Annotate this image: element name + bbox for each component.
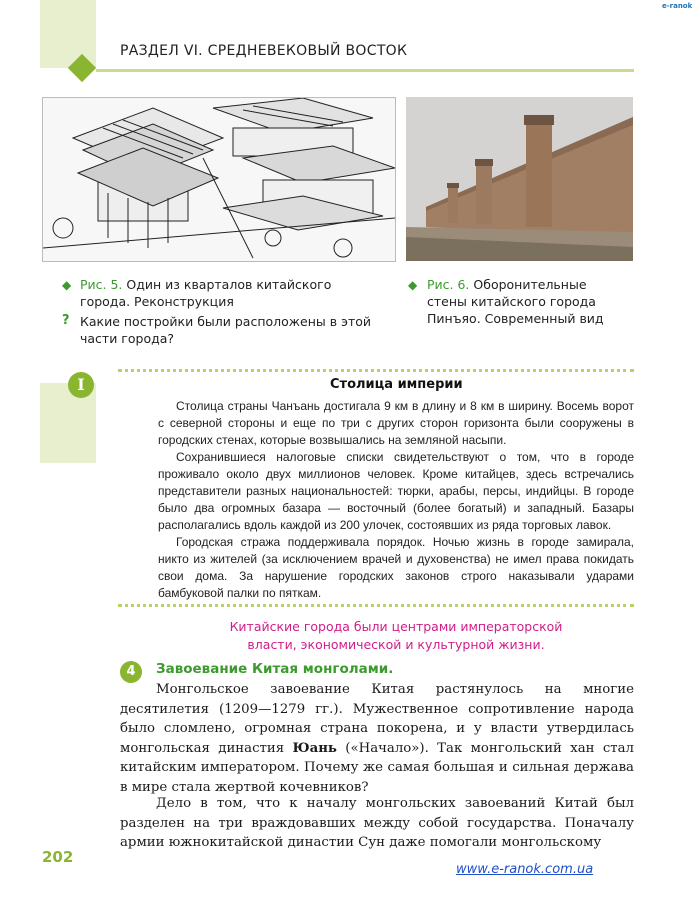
info-badge-icon: I	[68, 372, 94, 398]
publisher-url-link[interactable]: www.e-ranok.com.ua	[456, 862, 594, 877]
figure-6-photo	[406, 97, 633, 261]
figure-6-caption-text: Оборонительные стены китайского города Пинъяо. Современный вид	[427, 277, 604, 326]
publisher-logo: e-ranok	[662, 2, 693, 10]
caption-bullet-icon: ◆	[62, 278, 72, 292]
city-quarter-drawing	[43, 98, 395, 261]
city-walls-photo	[406, 97, 633, 261]
box-title: Столица империи	[330, 377, 463, 392]
paragraph-1-start: Монгольское завоевание Китая растянулось на многие десятилетия (1209—1279 гг.). Мужественное сопротивление народа было сломлено, огромная страна покорена, и у власти утвердилась монгольская династия	[120, 682, 634, 756]
section-number-badge: 4	[120, 661, 142, 683]
question-mark-icon: ?	[62, 313, 70, 328]
header-rule	[96, 69, 634, 72]
highlight-line-2: власти, экономической и культурной жизни.	[247, 637, 545, 652]
figure-6-caption	[427, 276, 627, 327]
section-title: РАЗДЕЛ VI. СРЕДНЕВЕКОВЫЙ ВОСТОК	[120, 43, 408, 59]
section-4-title: Завоевание Китая монголами.	[156, 661, 394, 677]
figure-5-caption	[80, 276, 385, 310]
figure-6-label: Рис. 6.	[427, 277, 470, 292]
section-4-paragraph-2: Дело в том, что к началу монгольских завоеваний Китай был разделен на три враждовавших между собой государства. Поначалу армии южнокитайской династии Сун даже помогали монгольскому	[120, 796, 634, 851]
figure-5-illustration	[42, 97, 396, 262]
caption-bullet-icon: ◆	[408, 278, 418, 292]
box-paragraph-3: Городская стража поддерживала порядок. Ночью жизнь в городе замирала, никто из жителей (за исключением врачей и духовенства) не имел права покидать свои дома. За нарушение городских законов строго наказывали ударами бамбуковой палки по пяткам.	[158, 535, 634, 600]
figure-5-question: Какие постройки были расположены в этой части города?	[80, 314, 372, 346]
dynasty-name: Юань	[292, 740, 337, 756]
box-top-divider	[118, 369, 634, 372]
section-4-paragraph-1	[120, 680, 634, 798]
page-number: 202	[42, 848, 74, 866]
box-paragraph-2: Сохранившиеся налоговые списки свидетельствуют о том, что в городе проживало около двух миллионов человек. Кроме китайцев, здесь встречались представители разных национальностей: тюрки, арабы, персы, индийцы. В городе было два огромных базара — восточный (более богатый) и западный. Базары располагались вдоль каждой из 200 улочек, состоявших из ряда торговых лавок.	[158, 450, 634, 532]
header-band	[40, 0, 96, 68]
paragraph-1-end: («Начало»). Так монгольский хан стал китайским императором. Почему же самая большая и сильная держава в мире стала жертвой кочевников?	[120, 740, 635, 795]
box-bottom-divider	[118, 604, 634, 607]
highlight-line-1: Китайские города были центрами императорской	[229, 619, 563, 634]
figure-5-caption-text: Один из кварталов китайского города. Реконструкция	[80, 277, 332, 309]
box-paragraph-1: Столица страны Чанъань достигала 9 км в длину и 8 км в ширину. Восемь ворот с северной стороны и еще по три с других сторон горизонта были сооружены в городских стенах, которые возвышались на земляной насыпи.	[158, 399, 634, 447]
figure-5-label: Рис. 5.	[80, 277, 123, 292]
